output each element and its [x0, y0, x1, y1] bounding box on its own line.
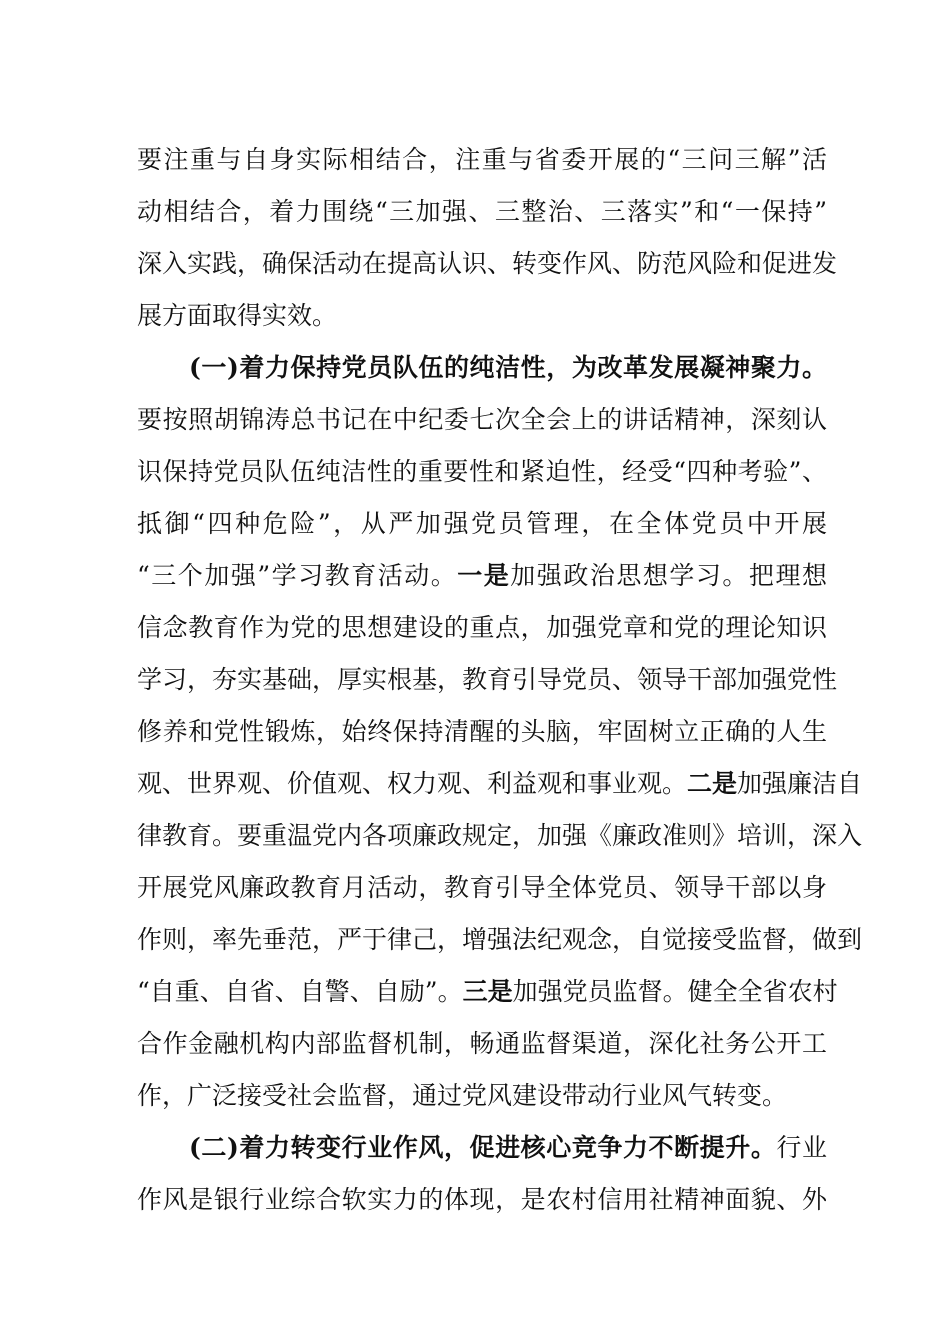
paragraph-1-line-4: 展方面取得实效。: [137, 301, 338, 330]
section-2-heading-line: [189, 1133, 827, 1163]
paragraph-1-line-1: 要注重与自身实际相结合，注重与省委开展的“三问三解”活: [137, 145, 827, 174]
section-1-line-4-text: “三个加强”学习教育活动。: [137, 561, 458, 590]
section-1-line-8-tail: 加强廉洁自: [737, 769, 863, 798]
section-1-line-2: 识保持党员队伍纯洁性的重要性和紧迫性，经受“四种考验”、: [137, 457, 827, 486]
section-1-line-7: 修养和党性锻炼，始终保持清醒的头脑，牢固树立正确的人生: [137, 717, 827, 746]
section-1-line-6: 学习，夯实基础，厚实根基，教育引导党员、领导干部加强党性: [137, 665, 838, 694]
section-1-line-3: 抵御“四种危险”，从严加强党员管理，在全体党员中开展: [137, 509, 827, 538]
section-1-line-12: [137, 977, 838, 1007]
point-three-marker: 三是: [462, 977, 513, 1006]
section-1-line-4-tail: 加强政治思想学习。把理想: [510, 561, 827, 590]
section-1-line-14: 作，广泛接受社会监督，通过党风建设带动行业风气转变。: [137, 1081, 788, 1110]
section-2-heading-tail: 行业: [776, 1133, 827, 1162]
section-1-line-8: [137, 769, 863, 799]
section-2-line-1: 作风是银行业综合软实力的体现，是农村信用社精神面貌、外: [137, 1185, 827, 1214]
section-1-line-12-tail: 加强党员监督。健全全省农村: [512, 977, 838, 1006]
point-two-marker: 二是: [687, 769, 738, 798]
section-1-line-13: 合作金融机构内部监督机制，畅通监督渠道，深化社务公开工: [137, 1029, 827, 1058]
section-1-line-5: 信念教育作为党的思想建设的重点，加强党章和党的理论知识: [137, 613, 827, 642]
section-1-line-12-text: “自重、自省、自警、自励”。: [137, 977, 463, 1006]
point-one-marker: 一是: [457, 561, 511, 590]
section-1-heading: (一)着力保持党员队伍的纯洁性，为改革发展凝神聚力。: [189, 353, 827, 382]
section-1-line-1: 要按照胡锦涛总书记在中纪委七次全会上的讲话精神，深刻认: [137, 405, 827, 434]
paragraph-1-line-2: 动相结合，着力围绕“三加强、三整治、三落实”和“一保持”: [137, 197, 827, 226]
section-1-line-4: [137, 561, 827, 591]
section-1-line-9: 律教育。要重温党内各项廉政规定，加强《廉政准则》培训，深入: [137, 821, 863, 850]
section-1-line-11: 作则，率先垂范，严于律己，增强法纪观念，自觉接受监督，做到: [137, 925, 863, 954]
section-2-heading: (二)着力转变行业作风，促进核心竞争力不断提升。: [189, 1133, 777, 1162]
paragraph-1-line-3: 深入实践，确保活动在提高认识、转变作风、防范风险和促进发: [137, 249, 838, 278]
section-1-line-8-text: 观、世界观、价值观、权力观、利益观和事业观。: [137, 769, 688, 798]
section-1-line-10: 开展党风廉政教育月活动，教育引导全体党员、领导干部以身: [137, 873, 827, 902]
